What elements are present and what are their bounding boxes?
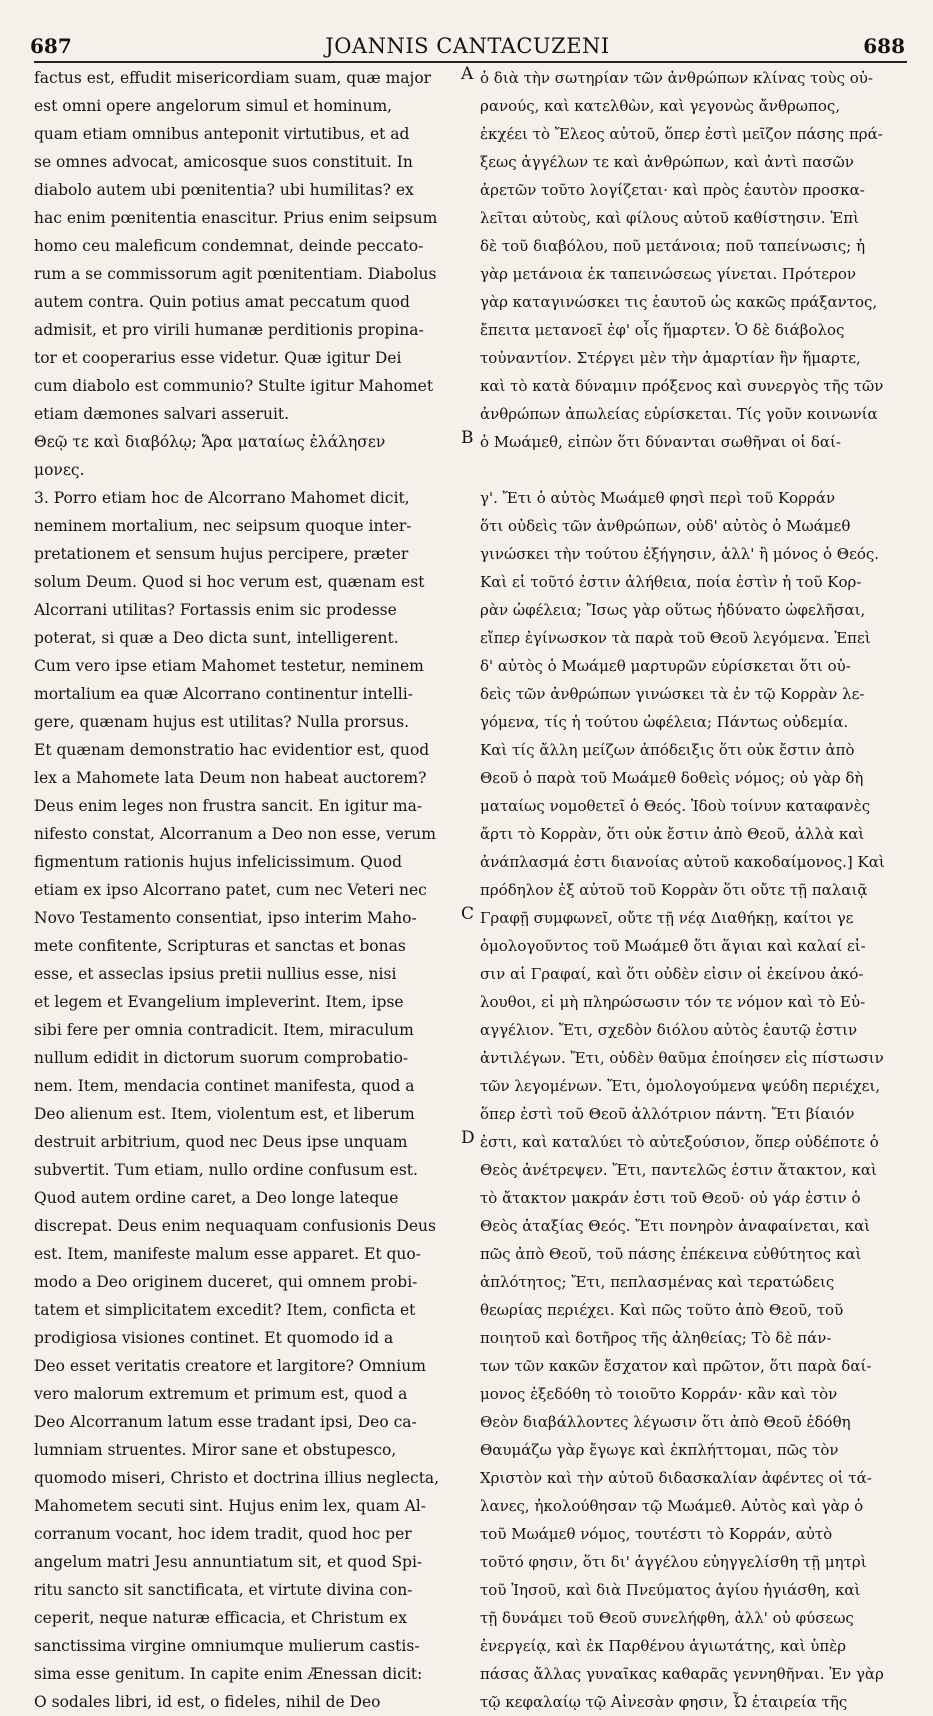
greek-text-line: ὅτι οὐδεὶς τῶν ἀνθρώπων, οὐδ' αὐτὸς ὁ Μωάμεθ [480,517,851,535]
greek-text-line: τὸ ἄτακτον μακράν ἐστι τοῦ Θεοῦ· οὐ γάρ ἐστιν ὁ [480,1189,861,1207]
latin-text-line: et legem et Evangelium impleverint. Item, ipse [34,993,404,1011]
latin-text-line: modo a Deo originem duceret, qui omnem probi- [34,1273,418,1291]
latin-text-line: lex a Mahomete lata Deum non habeat auctorem? [34,769,427,787]
latin-text-line: poterat, si quæ a Deo dicta sunt, intelligerent. [34,629,399,647]
running-head [30,34,905,60]
latin-text-line: O sodales libri, id est, o fideles, nihil de Deo [34,1693,381,1711]
latin-text-line: nem. Item, mendacia continet manifesta, quod a [34,1077,415,1095]
greek-text-line: ρανούς, καὶ κατελθὼν, καὶ γεγονὼς ἄνθρωπος, [480,97,841,115]
latin-text-line: etiam ex ipso Alcorrano patet, cum nec Veteri nec [34,881,427,899]
latin-text-line: Deo esset veritatis creatore et largitore? Omnium [34,1357,426,1375]
greek-text-line: ὅπερ ἐστὶ τοῦ Θεοῦ ἀλλότριον πάντη. Ἔτι βίαιόν [480,1105,855,1123]
latin-text-line: angelum matri Jesu annuntiatum sit, et quod Spi- [34,1553,423,1571]
greek-text-line: πάσας ἄλλας γυναῖκας καθαρᾶς γεννηθῆναι. Ἐν γὰρ [480,1665,884,1683]
greek-text-line: Θεὸν διαβάλλοντες λέγωσιν ὅτι ἀπὸ Θεοῦ ἐδόθη [480,1413,851,1431]
greek-text-line: των τῶν κακῶν ἔσχατον καὶ πρῶτον, ὅτι παρὰ δαί- [480,1357,872,1375]
greek-text-line: τῶν λεγομένων. Ἔτι, ὁμολογούμενα ψεύδη περιέχει, [480,1077,881,1095]
header-rule [34,61,907,63]
greek-column [480,64,908,1716]
greek-text-line: γ'. Ἔτι ὁ αὐτὸς Μωάμεθ φησὶ περὶ τοῦ Κορράν [480,489,836,507]
latin-text-line: Quod autem ordine caret, a Deo longe lateque [34,1189,399,1207]
latin-text-line: corranum vocant, hoc idem tradit, quod hoc per [34,1525,412,1543]
greek-text-line: Θεὸς ἀνέτρεψεν. Ἔτι, παντελῶς ἐστιν ἄτακτον, καὶ [480,1161,877,1179]
greek-text-line: γὰρ μετάνοια ἐκ ταπεινώσεως γίνεται. Πρότερον [480,265,856,283]
latin-text-line: Mahometem secuti sint. Hujus enim lex, quam Al- [34,1497,426,1515]
latin-text-line: sibi fere per omnia contradicit. Item, miraculum [34,1021,414,1039]
greek-text-line: Καὶ εἰ τοῦτό ἐστιν ἀλήθεια, ποία ἐστὶν ἡ τοῦ Κορ- [480,573,862,591]
greek-text-line: λουθοι, εἰ μὴ πληρώσωσιν τόν τε νόμον καὶ τὸ Εὐ- [480,993,866,1011]
latin-text-line: cum diabolo est communio? Stulte igitur Mahomet [34,377,434,395]
greek-text-line: δὲ τοῦ διαβόλου, ποῦ μετάνοια; ποῦ ταπείνωσις; ἡ [480,237,866,255]
margin-marker-d: D [461,1128,475,1148]
latin-text-line: discrepat. Deus enim nequaquam confusionis Deus [34,1217,436,1235]
greek-text-line: εἴπερ ἐγίνωσκον τὰ παρὰ τοῦ Θεοῦ λεγόμενα. Ἐπεὶ [480,629,871,647]
greek-text-line: ἐκχέει τὸ Ἔλεος αὐτοῦ, ὅπερ ἐστὶ μεῖζον πάσης πρά- [480,125,883,143]
greek-text-line: θεωρίας περιέχει. Καὶ πῶς τοῦτο ἀπὸ Θεοῦ, τοῦ [480,1301,844,1319]
greek-text-line: Θεοῦ ὁ παρὰ τοῦ Μωάμεθ δοθεὶς νόμος; οὐ γὰρ δὴ [480,769,864,787]
greek-text-line: δεὶς τῶν ἀνθρώπων γινώσκει τὰ ἐν τῷ Κορρὰν λε- [480,685,865,703]
latin-text-line: figmentum rationis hujus infelicissimum. Quod [34,853,403,871]
latin-text-line: est. Item, manifeste malum esse apparet. Et quo- [34,1245,421,1263]
latin-text-line: 3. Porro etiam hoc de Alcorrano Mahomet dicit, [34,489,410,507]
greek-text-line: τῇ δυνάμει τοῦ Θεοῦ συνελήφθη, ἀλλ' οὐ φύσεως [480,1609,854,1627]
latin-text-line: sima esse genitum. In capite enim Ænessan dicit: [34,1665,423,1683]
latin-text-line: Alcorrani utilitas? Fortassis enim sic prodesse [34,601,397,619]
greek-text-line: αγγέλιον. Ἔτι, σχεδὸν διόλου αὐτὸς ἑαυτῷ ἐστιν [480,1021,858,1039]
greek-text-line: σιν αἱ Γραφαί, καὶ ὅτι οὐδὲν εἰσιν οἱ ἐκείνου ἀκό- [480,965,864,983]
latin-text-line: Novo Testamento consentiat, ipso interim Maho- [34,909,417,927]
greek-text-line: ποιητοῦ καὶ δοτῆρος τῆς ἀληθείας; Τὸ δὲ πάν- [480,1329,832,1347]
greek-text-line: ρὰν ὠφέλεια; Ἴσως γὰρ οὕτως ἠδύνατο ὠφελῆσαι, [480,601,866,619]
greek-text-line: γινώσκει τὴν τούτου ἐξήγησιν, ἀλλ' ἢ μόνος ὁ Θεός. [480,545,880,563]
latin-text-line: ritu sancto sit sanctificata, et virtute divina con- [34,1581,413,1599]
greek-text-line: Καὶ τίς ἄλλη μείζων ἀπόδειξις ὅτι οὐκ ἔστιν ἀπὸ [480,741,855,759]
latin-text-line: hac enim pœnitentia enascitur. Prius enim seipsum [34,209,438,227]
latin-text-line: μονες. [34,461,85,479]
page-number-right: 688 [863,34,905,58]
greek-text-line [480,456,908,484]
latin-text-line: nullum edidit in dictorum suorum comprobatio- [34,1049,409,1067]
greek-text-line: Γραφῇ συμφωνεῖ, οὔτε τῇ νέᾳ Διαθήκῃ, καίτοι γε [480,909,854,927]
latin-text-line: est omni opere angelorum simul et hominum, [34,97,393,115]
latin-text-line: prodigiosa visiones continet. Et quomodo id a [34,1329,394,1347]
latin-text-line: diabolo autem ubi pœnitentia? ubi humilitas? ex [34,181,414,199]
latin-text-line: autem contra. Quin potius amat peccatum quod [34,293,410,311]
latin-text-line: Deo alienum est. Item, violentum est, et liberum [34,1105,415,1123]
latin-text-line: quomodo miseri, Christo et doctrina illius neglecta, [34,1469,440,1487]
greek-text-line: ἄρτι τὸ Κορρὰν, ὅτι οὐκ ἔστιν ἀπὸ Θεοῦ, ἀλλὰ καὶ [480,825,865,843]
greek-text-line: καὶ τὸ κατὰ δύναμιν πρόξενος καὶ συνεργὸς τῆς τῶν [480,377,884,395]
latin-text-line: Et quænam demonstratio hac evidentior est, quod [34,741,430,759]
latin-text-line: admisit, et pro virili humanæ perditionis propina- [34,321,424,339]
latin-text-line: tor et cooperarius esse videtur. Quæ igitur Dei [34,349,402,367]
greek-text-line: τοὐναντίον. Στέργει μὲν τὴν ἁμαρτίαν ἣν ἥμαρτε, [480,349,861,367]
greek-text-line: ἐστι, καὶ καταλύει τὸ αὐτεξούσιον, ὅπερ οὐδέποτε ὁ [480,1133,879,1151]
latin-text-line: etiam dæmones salvari asseruit. [34,405,290,423]
greek-text-line: γὰρ καταγινώσκει τις ἑαυτοῦ ὡς κακῶς πράξαντος, [480,293,878,311]
latin-text-line: esse, et asseclas ipsius pretii nullius esse, nisi [34,965,397,983]
latin-text-line: solum Deum. Quod si hoc verum est, quænam est [34,573,425,591]
latin-text-line: neminem mortalium, nec seipsum quoque inter- [34,517,412,535]
latin-text-line: Deus enim leges non frustra sancit. En igitur ma- [34,797,423,815]
margin-marker-a: A [461,64,474,84]
greek-text-line: τῷ κεφαλαίῳ τῷ Αἰνεσὰν φησιν, Ὦ ἑταιρεία τῆς [480,1693,848,1711]
latin-text-line: ceperit, neque naturæ efficacia, et Christum ex [34,1609,407,1627]
latin-text-line: mortalium ea quæ Alcorrano continentur intelli- [34,685,413,703]
latin-text-line: Θεῷ τε καὶ διαβόλῳ; Ἄρα ματαίως ἐλάλησεν [34,433,386,451]
greek-text-line: τοῦ Ἰησοῦ, καὶ διὰ Πνεύματος ἁγίου ἡγιάσθη, καὶ [480,1581,861,1599]
greek-text-line: πῶς ἀπὸ Θεοῦ, τοῦ πάσης ἐπέκεινα εὐθύτητος καὶ [480,1245,862,1263]
latin-text-line: subvertit. Tum etiam, nullo ordine confusum est. [34,1161,418,1179]
greek-text-line: Θεὸς ἀταξίας Θεός. Ἔτι πονηρὸν ἀναφαίνεται, καὶ [480,1217,871,1235]
greek-text-line: ἀνάπλασμά ἐστι διανοίας αὐτοῦ κακοδαίμονος.] Καὶ [480,853,885,871]
greek-text-line: Θαυμάζω γὰρ ἔγωγε καὶ ἐκπλήττομαι, πῶς τὸν [480,1441,839,1459]
greek-text-line: τοῦτό φησιν, ὅτι δι' ἀγγέλου εὐηγγελίσθη τῇ μητρὶ [480,1553,867,1571]
greek-text-line: μονος ἐξεδόθη τὸ τοιοῦτο Κορράν· κἂν καὶ τὸν [480,1385,838,1403]
greek-text-line: ἀρετῶν τοῦτο λογίζεται· καὶ πρὸς ἑαυτὸν προσκα- [480,181,865,199]
greek-text-line: ἀνθρώπων ἀπωλείας εὑρίσκεται. Τίς γοῦν κοινωνία [480,405,878,423]
page-number-left: 687 [30,34,72,58]
greek-text-line: ὁμολογοῦντος τοῦ Μωάμεθ ὅτι ἅγιαι καὶ καλαί εἰ- [480,937,866,955]
latin-text-line: pretationem et sensum hujus percipere, præter [34,545,409,563]
greek-text-line: τοῦ Μωάμεθ νόμος, τουτέστι τὸ Κορράν, αὐτὸ [480,1525,833,1543]
greek-text-line: λεῖται αὐτοὺς, καὶ φίλους αὐτοῦ καθίστησιν. Ἐπὶ [480,209,859,227]
latin-text-line: quam etiam omnibus anteponit virtutibus, et ad [34,125,410,143]
margin-marker-c: C [461,904,475,924]
latin-text-line: Deo Alcorranum latum esse tradant ipsi, Deo ca- [34,1413,417,1431]
greek-text-line: πρόδηλον ἐξ αὐτοῦ τοῦ Κορρὰν ὅτι οὔτε τῇ παλαιᾷ [480,881,868,899]
latin-text-line: se omnes advocat, amicosque suos constituit. In [34,153,413,171]
latin-text-line: tatem et simplicitatem excedit? Item, conficta et [34,1301,416,1319]
greek-text-line: δ' αὐτὸς ὁ Μωάμεθ μαρτυρῶν εὑρίσκεται ὅτι οὐ- [480,657,851,675]
latin-text-line: gere, quænam hujus est utilitas? Nulla prorsus. [34,713,410,731]
running-title: JOANNIS CANTACUZENI [325,34,610,58]
greek-text-line: ματαίως νομοθετεῖ ὁ Θεός. Ἰδοὺ τοίνυν καταφανὲς [480,797,871,815]
latin-text-line: lumniam struentes. Miror sane et obstupesco, [34,1441,397,1459]
greek-text-line: ἐνεργείᾳ, καὶ ἐκ Παρθένου ἁγιωτάτης, καὶ ὑπὲρ [480,1637,847,1655]
greek-text-line: γόμενα, τίς ἡ τούτου ὠφέλεια; Πάντως οὐδεμία. [480,713,849,731]
latin-text-line: vero malorum extremum et primum est, quod a [34,1385,408,1403]
latin-text-line: factus est, effudit misericordiam suam, quæ major [34,69,432,87]
latin-text-line: rum a se commissorum agit pœnitentiam. Diabolus [34,265,437,283]
greek-text-line: ἔπειτα μετανοεῖ ἐφ' οἷς ἥμαρτεν. Ὁ δὲ διάβολος [480,321,845,339]
latin-text-line: sanctissima virgine omniumque mulierum castis- [34,1637,420,1655]
margin-marker-b: B [461,428,474,448]
greek-text-line: ἁπλότητος; Ἔτι, πεπλασμένας καὶ τερατώδεις [480,1273,835,1291]
greek-text-line: ὁ διὰ τὴν σωτηρίαν τῶν ἀνθρώπων κλίνας τοὺς οὐ- [480,69,873,87]
greek-text-line: Χριστὸν καὶ τὴν αὐτοῦ διδασκαλίαν ἀφέντες οἱ τά- [480,1469,872,1487]
greek-text-line: λανες, ἠκολούθησαν τῷ Μωάμεθ. Αὐτὸς καὶ γὰρ ὁ [480,1497,864,1515]
greek-text-line: ξεως ἀγγέλων τε καὶ ἀνθρώπων, καὶ ἀντὶ πασῶν [480,153,854,171]
greek-text-line: ἀντιλέγων. Ἔτι, οὐδὲν θαῦμα ἐποίησεν εἰς πίστωσιν [480,1049,884,1067]
latin-text-line: homo ceu maleficum condemnat, deinde peccato- [34,237,424,255]
latin-text-line: destruit arbitrium, quod nec Deus ipse unquam [34,1133,408,1151]
latin-text-line: nifesto constat, Alcorranum a Deo non esse, verum [34,825,436,843]
greek-text-line: ὁ Μωάμεθ, εἰπὼν ὅτι δύνανται σωθῆναι οἱ δαί- [480,433,841,451]
latin-column [34,64,458,1716]
latin-text-line: mete confitente, Scripturas et sanctas et bonas [34,937,406,955]
latin-text-line: Cum vero ipse etiam Mahomet testetur, neminem [34,657,424,675]
